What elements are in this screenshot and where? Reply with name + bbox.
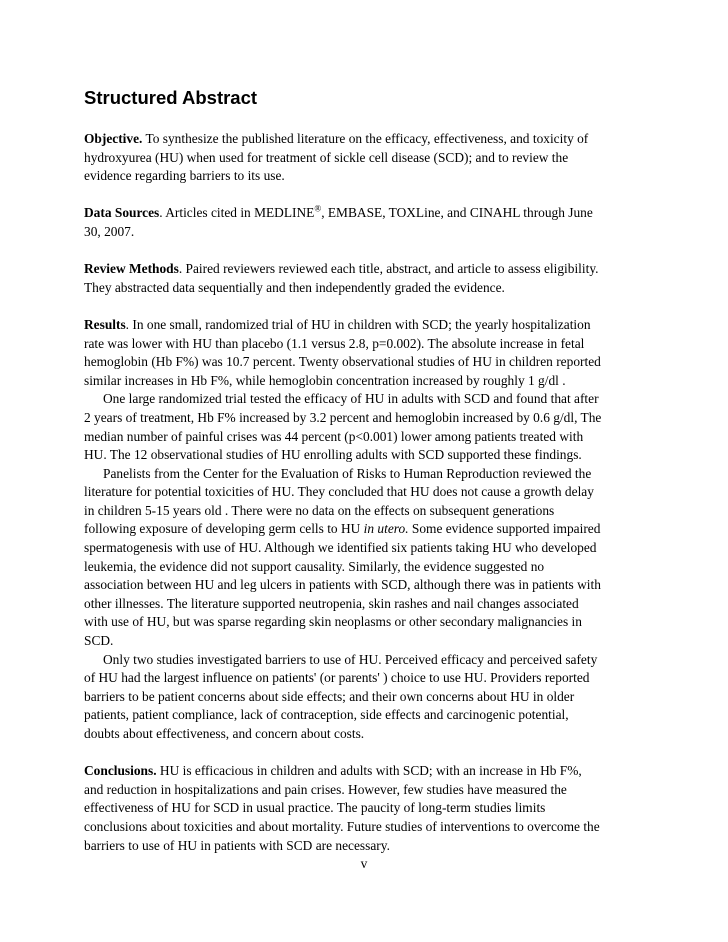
conclusions-paragraph [84, 762, 604, 855]
registered-mark: ® [314, 203, 322, 214]
abstract-body [84, 86, 604, 855]
data-sources-paragraph [84, 204, 604, 241]
review-methods-text: . Paired reviewers reviewed each title, abstract, and article to assess eligibility. They abstracted data sequentially and then independently graded the evidence. [84, 261, 599, 295]
review-methods-label: Review Methods [84, 261, 179, 277]
data-sources-text-before: . Articles cited in MEDLINE [159, 205, 315, 221]
conclusions-text: HU is efficacious in children and adults with SCD; with an increase in Hb F%, and reduction in hospitalizations and pain crises. However, few studies have measured the effectiveness of HU for SCD in usual practice. The paucity of long-term studies limits conclusions about toxicities and about mortality. Future studies of interventions to overcome the barriers to use of HU in patients with SCD are necessary. [84, 763, 600, 853]
data-sources-label: Data Sources [84, 205, 160, 221]
review-methods-paragraph [84, 260, 604, 297]
results-paragraph-2: One large randomized trial tested the efficacy of HU in adults with SCD and found that after 2 years of treatment, Hb F% increased by 3.2 percent and hemoglobin increased by 0.6 g/dl, The median number of painful crises was 44 percent (p<0.001) lower among patients treated with HU. The 12 observational studies of HU enrolling adults with SCD supported these findings. [84, 391, 602, 463]
page-number: v [360, 856, 368, 871]
results-section [84, 316, 604, 744]
results-text-1: . In one small, randomized trial of HU in children with SCD; the yearly hospitalization rate was lower with HU than placebo (1.1 versus 2.8, p=0.002). The absolute increase in fetal hemoglobin (Hb F%) was 10.7 percent. Twenty observational studies of HU in children reported similar increases in Hb F%, while hemoglobin concentration increased by roughly 1 g/dl . [84, 316, 601, 388]
objective-text: To synthesize the published literature on the efficacy, effectiveness, and toxicity of hydroxyurea (HU) when used for treatment of sickle cell disease (SCD); and to review the evidence regarding barriers to its use. [84, 131, 589, 184]
results-paragraph-3 [84, 465, 604, 651]
data-sources-text-after: , EMBASE, TOXLine, and CINAHL through June 30, 2007. [84, 205, 593, 239]
results-text-3-after: Some evidence supported impaired spermatogenesis with use of HU. Although we identified six patients taking HU who developed leukemia, the evidence did not support causality. Similarly, the evidence suggested no association between HU and leg ulcers in patients with SCD, although there was in patients with other illnesses. The literature supported neutropenia, skin rashes and nail changes associated with use of HU, but was sparse regarding skin neoplasms or other secondary malignancies in SCD. [84, 521, 601, 649]
in-utero-italic: in utero. [363, 521, 409, 537]
results-paragraph-4: Only two studies investigated barriers to use of HU. Perceived efficacy and perceived safety of HU had the largest influence on patients' (or parents' ) choice to use HU. Providers reported barriers to be patient concerns about side effects; and their own concerns about HU in older patients, patient compliance, lack of contraception, side effects and carcinogenic potential, doubts about effectiveness, and concern about costs. [84, 651, 598, 741]
conclusions-label: Conclusions. [84, 763, 157, 779]
objective-label: Objective. [84, 131, 143, 146]
page-title: Structured Abstract [84, 87, 258, 108]
results-text-3-before: Panelists from the Center for the Evaluation of Risks to Human Reproduction reviewed the literature for potential toxicities of HU. They concluded that HU does not cause a growth delay in children 5-15 years old . There were no data on the effects on subsequent generations following exposure of developing germ cells to HU [84, 465, 594, 537]
results-label: Results [84, 316, 126, 332]
results-paragraph-1 [84, 316, 604, 390]
objective-paragraph [84, 130, 604, 186]
